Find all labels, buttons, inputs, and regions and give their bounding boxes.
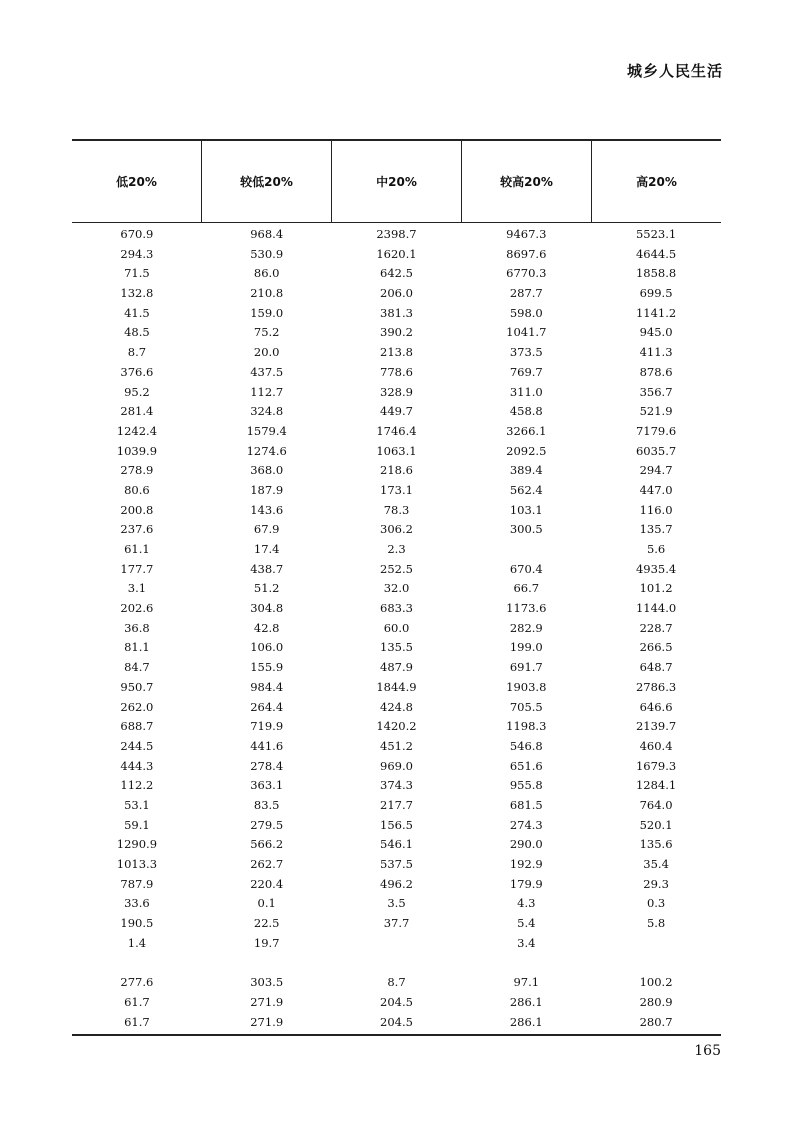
table-cell: 562.4 (509, 482, 543, 497)
table-cell: 106.0 (250, 640, 284, 655)
table-cell: 530.9 (250, 246, 284, 261)
data-table (72, 139, 721, 1036)
table-row (72, 658, 721, 678)
table-cell: 368.0 (250, 463, 284, 478)
table-cell: 1144.0 (635, 601, 677, 616)
table-cell: 32.0 (383, 581, 410, 596)
table-cell: 6770.3 (506, 266, 547, 281)
table-cell: 705.5 (509, 699, 543, 714)
column-header-lower-middle-20: 较低20% (201, 141, 331, 222)
table-cell: 1173.6 (506, 601, 547, 616)
table-row (72, 264, 721, 284)
table-cell: 4.3 (517, 896, 536, 911)
table-cell: 681.5 (509, 797, 543, 812)
table-row (72, 993, 721, 1013)
table-row (72, 1013, 721, 1033)
table-cell: 3.1 (127, 581, 147, 596)
table-cell: 444.3 (120, 758, 154, 773)
table-cell: 204.5 (380, 995, 413, 1010)
table-row (72, 520, 721, 540)
table-cell: 244.5 (120, 738, 154, 753)
table-cell: 80.6 (124, 482, 150, 497)
table-row (72, 717, 721, 737)
table-cell: 460.4 (639, 738, 673, 753)
table-cell: 177.7 (120, 561, 154, 576)
table-cell: 7179.6 (635, 423, 677, 438)
table-cell: 217.7 (380, 797, 413, 812)
table-cell: 218.6 (380, 463, 413, 478)
table-cell: 778.6 (380, 364, 413, 379)
table-cell: 968.4 (250, 227, 284, 241)
table-cell: 373.5 (509, 345, 543, 360)
table-row (72, 894, 721, 914)
table-cell: 286.1 (509, 1014, 543, 1029)
table-cell: 237.6 (120, 522, 154, 537)
table-cell: 35.4 (643, 857, 669, 871)
table-cell: 262.0 (120, 699, 154, 714)
table-cell: 1242.4 (116, 423, 158, 438)
table-cell: 83.5 (253, 797, 280, 812)
table-cell: 97.1 (513, 975, 540, 990)
table-cell: 3.4 (517, 935, 536, 950)
table-cell: 60.0 (383, 620, 410, 635)
table-cell: 290.0 (509, 837, 543, 852)
table-cell: 29.3 (643, 876, 669, 891)
table-cell: 363.1 (250, 778, 284, 793)
table-cell: 1679.3 (635, 758, 677, 773)
table-cell: 210.8 (250, 286, 284, 301)
table-cell: 279.5 (250, 817, 284, 832)
table-cell: 294.3 (120, 246, 154, 261)
table-row (72, 245, 721, 265)
table-cell: 206.0 (380, 286, 413, 301)
table-cell: 2092.5 (506, 443, 547, 458)
table-cell: 1198.3 (506, 719, 547, 734)
table-row (72, 442, 721, 462)
table-row (72, 776, 721, 796)
table-cell: 670.4 (509, 561, 543, 576)
table-cell: 458.8 (509, 404, 543, 419)
table-cell: 437.5 (250, 364, 284, 379)
table-cell: 984.4 (250, 679, 284, 694)
table-bottom-rule (72, 1034, 721, 1036)
table-row (72, 796, 721, 816)
table-cell: 1420.2 (376, 719, 417, 734)
table-cell: 1290.9 (116, 837, 158, 852)
table-cell: 304.8 (250, 601, 284, 616)
table-row (72, 619, 721, 639)
table-row (72, 540, 721, 560)
table-row (72, 304, 721, 324)
table-cell: 374.3 (380, 778, 413, 793)
column-header-middle-20: 中20% (331, 141, 461, 222)
table-cell: 441.6 (250, 738, 284, 753)
table-row (72, 579, 721, 599)
table-row (72, 402, 721, 422)
table-cell: 424.8 (380, 699, 413, 714)
table-cell: 324.8 (250, 404, 284, 419)
table-cell: 4644.5 (635, 246, 677, 261)
table-cell: 19.7 (253, 935, 280, 950)
table-cell: 48.5 (124, 325, 150, 340)
table-cell: 280.7 (639, 1014, 673, 1029)
table-cell: 6035.7 (635, 443, 677, 458)
running-header-title: 城乡人民生活 (626, 62, 723, 80)
table-row (72, 284, 721, 304)
table-row (72, 638, 721, 658)
table-cell: 381.3 (380, 305, 413, 320)
table-cell: 67.9 (253, 522, 280, 537)
table-row (72, 973, 721, 993)
table-cell: 945.0 (639, 325, 673, 340)
table-row (72, 855, 721, 875)
table-cell: 252.5 (380, 561, 413, 576)
table-row (72, 953, 721, 973)
table-cell: 132.8 (120, 286, 154, 301)
table-cell: 546.1 (380, 837, 413, 852)
table-cell: 8.7 (127, 345, 147, 360)
table-cell: 286.1 (509, 995, 543, 1010)
table-cell: 2786.3 (635, 679, 677, 694)
table-header (72, 141, 721, 223)
table-cell: 390.2 (380, 325, 413, 340)
table-cell: 1.4 (127, 935, 147, 950)
table-row (72, 383, 721, 403)
table-row (72, 816, 721, 836)
table-cell: 5.8 (646, 916, 666, 931)
table-cell: 53.1 (124, 797, 150, 812)
table-row (72, 934, 721, 954)
table-cell: 33.6 (124, 896, 150, 911)
table-cell: 389.4 (509, 463, 543, 478)
table-cell: 213.8 (380, 345, 413, 360)
table-cell: 969.0 (380, 758, 413, 773)
table-cell: 280.9 (639, 995, 673, 1010)
table-cell: 192.9 (509, 857, 543, 871)
table-cell: 719.9 (250, 719, 284, 734)
table-cell: 537.5 (380, 857, 413, 871)
table-cell: 271.9 (250, 1014, 284, 1029)
table-row (72, 343, 721, 363)
table-cell: 438.7 (250, 561, 284, 576)
table-row (72, 501, 721, 521)
table-cell: 683.3 (380, 601, 413, 616)
table-cell: 642.5 (380, 266, 413, 281)
table-row (72, 698, 721, 718)
table-cell: 306.2 (380, 522, 413, 537)
table-cell: 204.5 (380, 1014, 413, 1029)
table-cell: 61.7 (124, 1014, 150, 1029)
table-row (72, 363, 721, 383)
table-cell: 103.1 (509, 502, 543, 517)
table-cell: 187.9 (250, 482, 284, 497)
table-cell: 1844.9 (376, 679, 417, 694)
table-cell: 61.7 (124, 995, 150, 1010)
table-cell: 447.0 (639, 482, 673, 497)
page-number: 165 (694, 1043, 721, 1059)
table-cell: 520.1 (639, 817, 673, 832)
table-cell: 22.5 (253, 916, 280, 931)
table-row (72, 481, 721, 501)
table-cell: 1858.8 (635, 266, 677, 281)
table-cell: 546.8 (509, 738, 543, 753)
table-cell: 86.0 (253, 266, 280, 281)
table-cell: 20.0 (253, 345, 280, 360)
table-cell: 37.7 (383, 916, 410, 931)
table-cell: 1063.1 (376, 443, 417, 458)
table-cell: 59.1 (124, 817, 150, 832)
table-cell: 955.8 (509, 778, 543, 793)
table-cell: 8.7 (387, 975, 406, 990)
table-cell: 81.1 (124, 640, 150, 655)
table-cell: 202.6 (120, 601, 154, 616)
table-row (72, 914, 721, 934)
table-cell: 699.5 (639, 286, 673, 301)
table-cell: 51.2 (253, 581, 280, 596)
table-cell: 1579.4 (246, 423, 287, 438)
table-cell: 651.6 (509, 758, 543, 773)
table-cell: 3.5 (387, 896, 406, 911)
table-body (72, 223, 721, 1033)
table-cell: 1274.6 (246, 443, 287, 458)
table-cell: 566.2 (250, 837, 284, 852)
table-cell: 356.7 (639, 384, 673, 399)
table-cell: 274.3 (509, 817, 543, 832)
table-cell: 1903.8 (506, 679, 547, 694)
table-cell: 278.9 (120, 463, 154, 478)
table-cell: 646.6 (639, 699, 673, 714)
table-cell: 135.5 (380, 640, 413, 655)
table-cell: 878.6 (639, 364, 673, 379)
table-row (72, 835, 721, 855)
table-cell: 2.3 (387, 542, 406, 556)
table-cell: 411.3 (639, 345, 673, 360)
table-row (72, 323, 721, 343)
column-header-low-20: 低20% (116, 175, 157, 189)
table-cell: 1746.4 (376, 423, 417, 438)
table-cell: 9467.3 (506, 227, 547, 241)
table-row (72, 560, 721, 580)
table-cell: 1284.1 (635, 778, 677, 793)
table-cell: 1013.3 (116, 857, 158, 871)
table-cell: 1041.7 (506, 325, 547, 340)
table-cell: 266.5 (639, 640, 673, 655)
table-cell: 376.6 (120, 364, 154, 379)
table-cell: 156.5 (380, 817, 413, 832)
table-cell: 688.7 (120, 719, 154, 734)
table-cell: 691.7 (509, 660, 543, 675)
table-cell: 598.0 (509, 305, 543, 320)
table-cell: 2139.7 (635, 719, 677, 734)
table-cell: 112.2 (120, 778, 154, 793)
table-cell: 200.8 (120, 502, 154, 517)
table-cell: 112.7 (250, 384, 284, 399)
table-cell: 787.9 (120, 876, 154, 891)
table-cell: 190.5 (120, 916, 154, 931)
table-cell: 228.7 (639, 620, 673, 635)
table-row (72, 875, 721, 895)
table-cell: 101.2 (639, 581, 673, 596)
table-cell: 71.5 (124, 266, 150, 281)
table-cell: 2398.7 (376, 227, 417, 241)
table-cell: 950.7 (120, 679, 154, 694)
table-cell: 271.9 (250, 995, 284, 1010)
table-cell: 278.4 (250, 758, 284, 773)
column-header-upper-middle-20: 较高20% (461, 141, 591, 222)
table-cell: 179.9 (509, 876, 543, 891)
table-cell: 1141.2 (635, 305, 677, 320)
table-cell: 769.7 (509, 364, 543, 379)
table-cell: 521.9 (639, 404, 673, 419)
table-cell: 116.0 (639, 502, 673, 517)
table-cell: 17.4 (253, 542, 280, 556)
table-cell: 311.0 (509, 384, 543, 399)
table-row (72, 422, 721, 442)
table-cell: 451.2 (380, 738, 413, 753)
table-cell: 1039.9 (116, 443, 158, 458)
table-cell: 764.0 (639, 797, 673, 812)
table-row (72, 757, 721, 777)
table-cell: 41.5 (124, 305, 150, 320)
table-cell: 4935.4 (635, 561, 677, 576)
table-row (72, 225, 721, 245)
table-cell: 5.4 (517, 916, 536, 931)
table-row (72, 461, 721, 481)
table-cell: 262.7 (250, 857, 284, 871)
table-cell: 328.9 (380, 384, 413, 399)
table-cell: 3266.1 (506, 423, 547, 438)
table-cell: 300.5 (509, 522, 543, 537)
table-cell: 5.6 (646, 542, 666, 556)
table-cell: 36.8 (124, 620, 150, 635)
table-cell: 282.9 (509, 620, 543, 635)
table-row (72, 599, 721, 619)
table-cell: 1620.1 (376, 246, 417, 261)
table-cell: 294.7 (639, 463, 673, 478)
table-cell: 281.4 (120, 404, 154, 419)
table-cell: 42.8 (253, 620, 280, 635)
column-header-high-20: 高20% (591, 141, 721, 222)
table-cell: 135.6 (639, 837, 673, 852)
table-cell: 264.4 (250, 699, 284, 714)
table-row (72, 678, 721, 698)
table-cell: 670.9 (120, 227, 154, 241)
table-cell: 155.9 (250, 660, 284, 675)
table-cell: 173.1 (380, 482, 413, 497)
table-cell: 75.2 (253, 325, 280, 340)
table-cell: 143.6 (250, 502, 284, 517)
table-cell: 220.4 (250, 876, 284, 891)
table-cell: 303.5 (250, 975, 284, 990)
table-cell: 199.0 (509, 640, 543, 655)
table-cell: 66.7 (513, 581, 540, 596)
table-cell: 0.3 (646, 896, 666, 911)
table-cell: 95.2 (124, 384, 150, 399)
table-cell: 5523.1 (635, 227, 677, 241)
table-cell: 487.9 (380, 660, 413, 675)
table-cell: 648.7 (639, 660, 673, 675)
table-cell: 159.0 (250, 305, 284, 320)
table-cell: 496.2 (380, 876, 413, 891)
table-cell: 100.2 (639, 975, 673, 990)
table-cell: 277.6 (120, 975, 154, 990)
table-cell: 8697.6 (506, 246, 547, 261)
table-cell: 84.7 (124, 660, 150, 675)
table-cell: 135.7 (639, 522, 673, 537)
table-cell: 449.7 (380, 404, 413, 419)
table-cell: 287.7 (509, 286, 543, 301)
table-cell: 78.3 (383, 502, 410, 517)
table-row (72, 737, 721, 757)
table-cell: 61.1 (124, 542, 150, 556)
table-cell: 0.1 (257, 896, 276, 911)
